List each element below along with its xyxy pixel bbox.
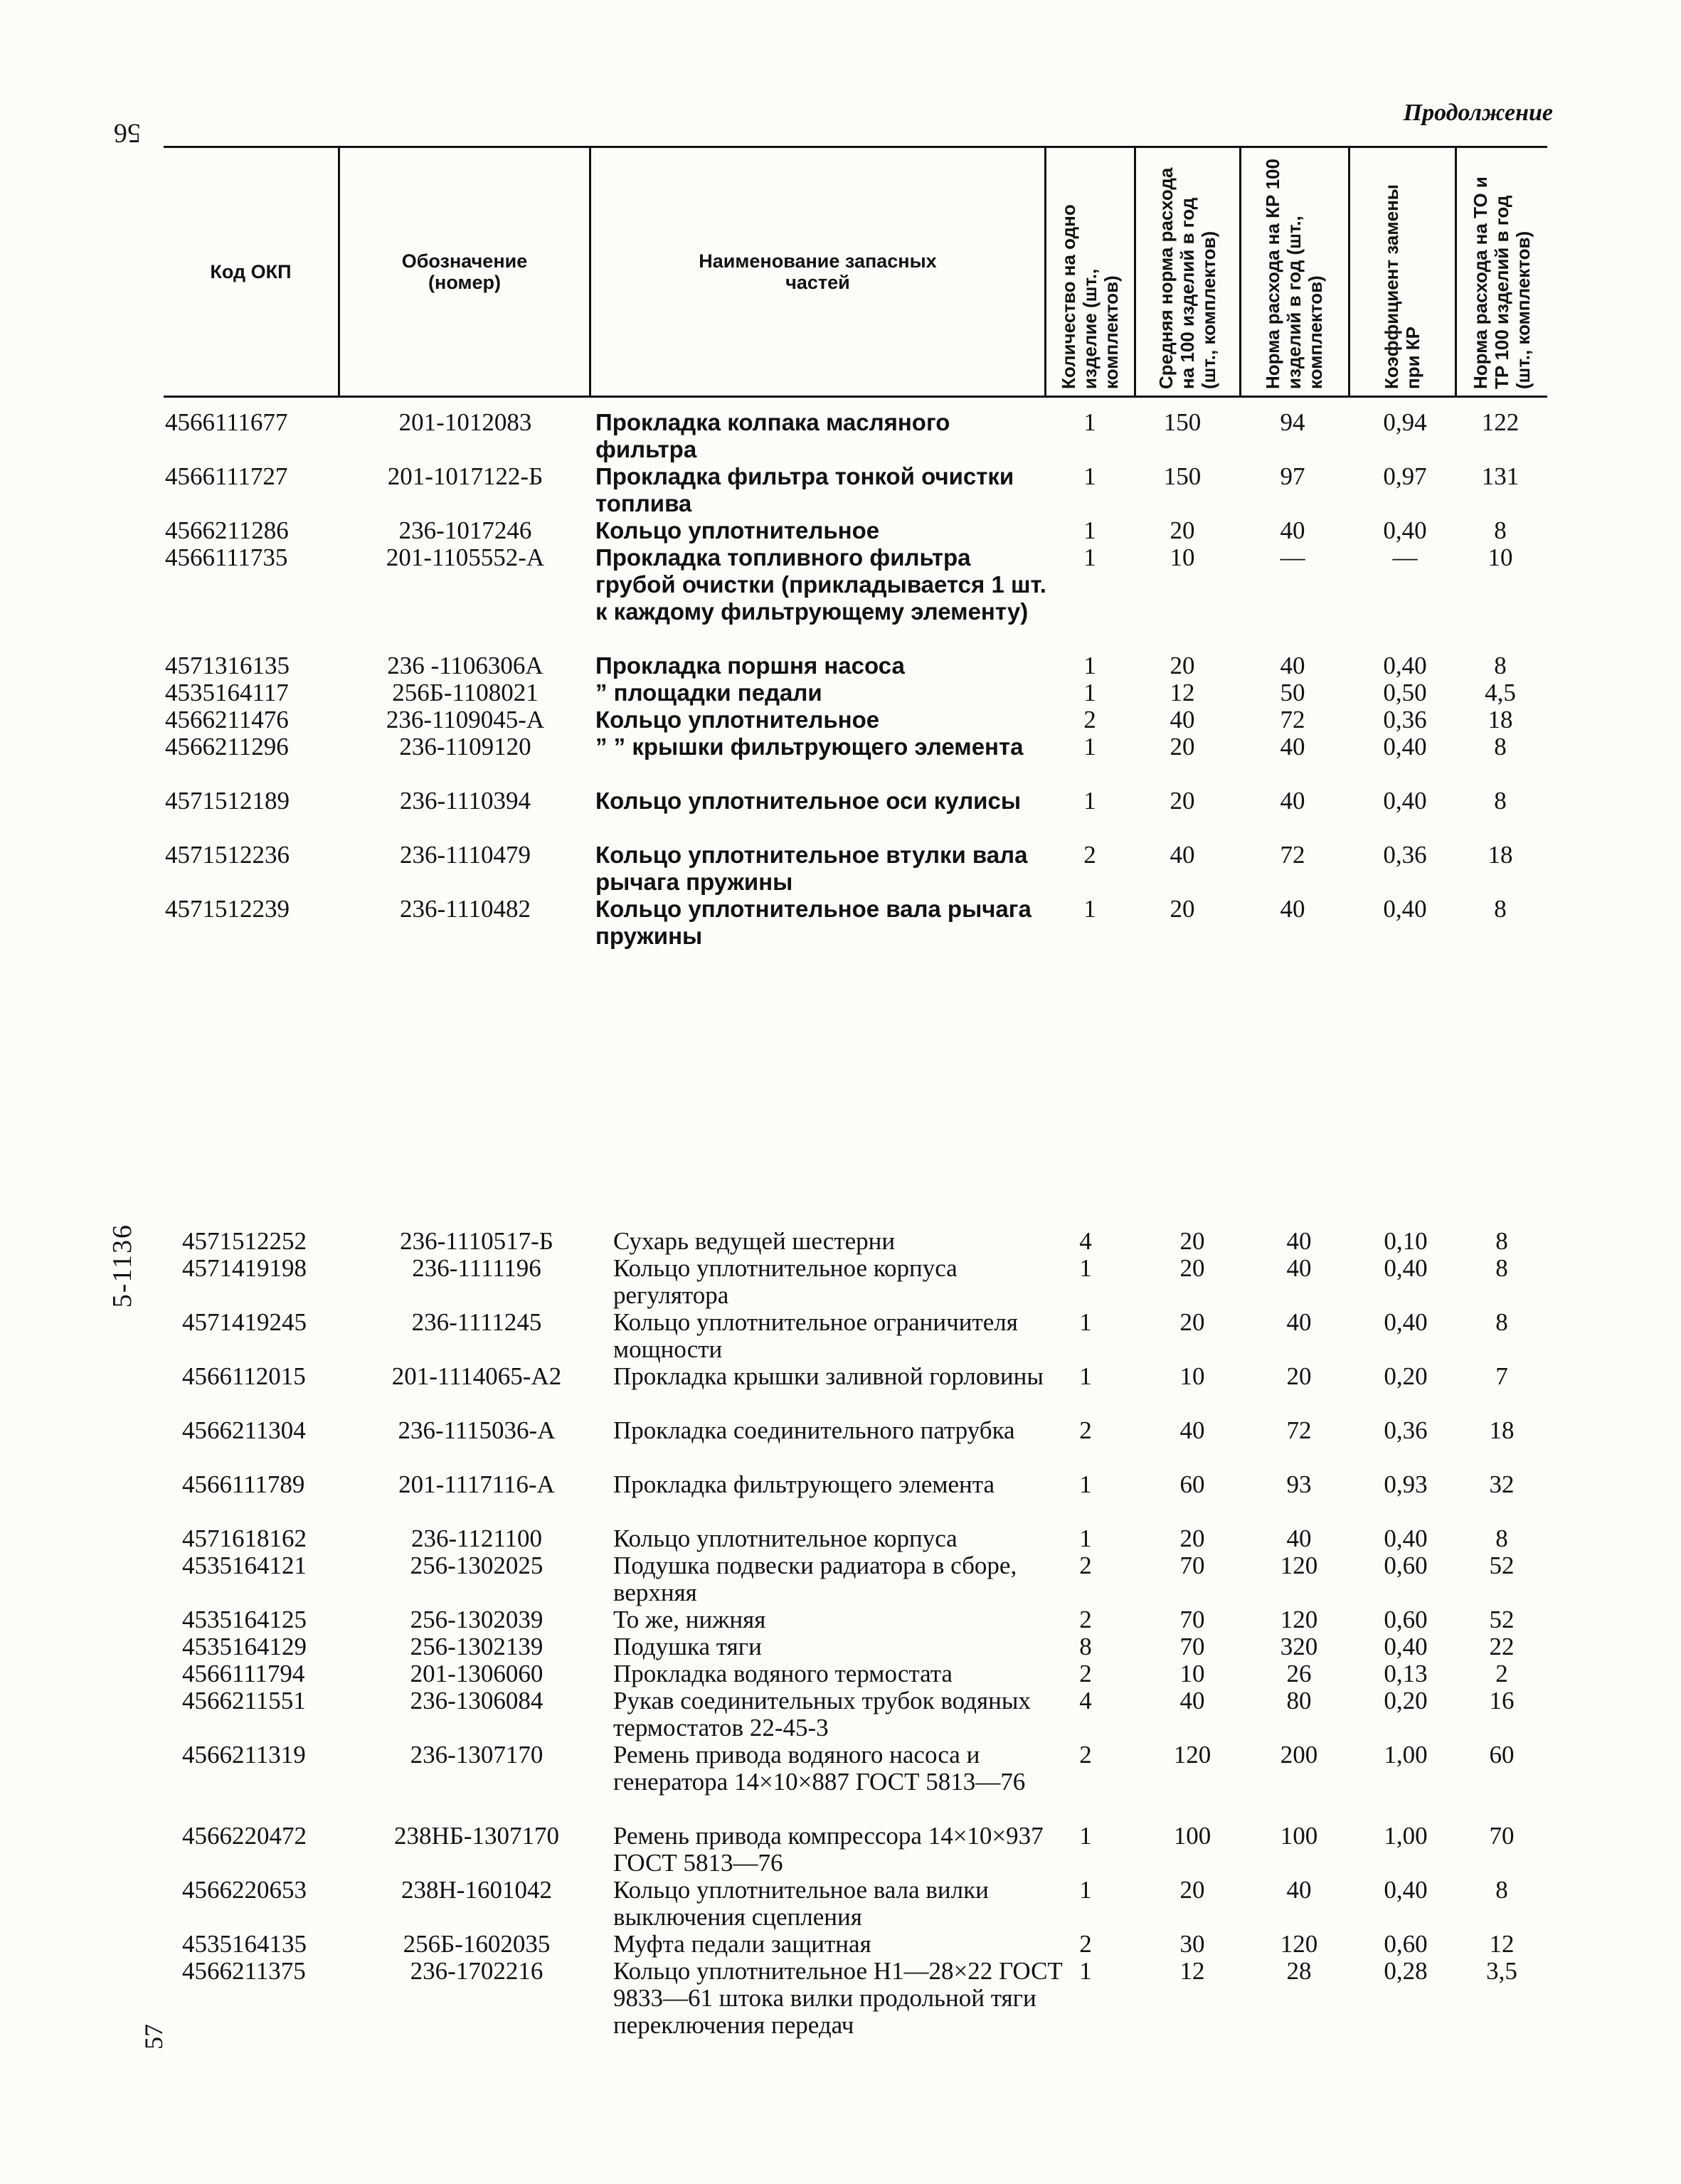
coefficient-cell: 0,13 — [1384, 1660, 1428, 1687]
kr-norm-cell: 100 — [1280, 1822, 1318, 1850]
code-cell: 4566220653 — [182, 1876, 307, 1904]
coefficient-cell: 0,36 — [1384, 1416, 1428, 1444]
code-cell: 4571618162 — [182, 1525, 307, 1552]
designation-cell: 236-1110482 — [399, 895, 531, 923]
name-cell: Прокладка крышки заливной горловины — [613, 1362, 1044, 1390]
coefficient-cell: 0,94 — [1383, 408, 1427, 436]
kr-norm-cell: 72 — [1280, 706, 1305, 733]
to-tr-norm-cell: 131 — [1481, 462, 1520, 490]
code-cell: 4571419245 — [182, 1308, 307, 1336]
avg-norm-cell: 10 — [1179, 1362, 1205, 1390]
to-tr-norm-cell: 18 — [1488, 841, 1513, 869]
name-cell: Прокладка соединительного патрубка — [613, 1416, 1015, 1444]
quantity-cell: 2 — [1079, 1660, 1092, 1687]
to-tr-norm-cell: 16 — [1489, 1687, 1515, 1714]
designation-cell: 256-1302039 — [410, 1606, 543, 1633]
to-tr-norm-cell: 18 — [1488, 706, 1513, 733]
avg-norm-cell: 20 — [1170, 516, 1195, 544]
coefficient-cell: 0,50 — [1383, 679, 1427, 706]
name-cell: Подушка тяги — [613, 1633, 762, 1660]
coefficient-cell: 0,20 — [1384, 1687, 1428, 1714]
name-cell: Кольцо уплотнительное втулки вала рычага пружины — [595, 842, 1028, 895]
name-cell: Кольцо уплотнительное корпуса регулятора — [613, 1254, 958, 1309]
kr-norm-cell: 40 — [1280, 895, 1305, 923]
avg-norm-cell: 12 — [1170, 679, 1195, 706]
kr-norm-cell: 50 — [1280, 679, 1305, 706]
code-cell: 4566111794 — [182, 1660, 305, 1687]
designation-cell: 236-1307170 — [410, 1741, 543, 1769]
coefficient-cell: 0,28 — [1384, 1957, 1428, 1985]
avg-norm-cell: 150 — [1163, 462, 1202, 490]
kr-norm-cell: 97 — [1280, 462, 1305, 490]
name-cell: Подушка подвески радиатора в сборе, верхняя — [613, 1552, 1017, 1606]
kr-norm-cell: 40 — [1280, 733, 1305, 760]
name-cell: Кольцо уплотнительное — [595, 706, 880, 733]
coefficient-cell: 0,40 — [1383, 652, 1427, 679]
avg-norm-cell: 40 — [1179, 1687, 1205, 1714]
quantity-cell: 1 — [1079, 1254, 1092, 1282]
name-cell: Прокладка фильтра тонкой очистки топлива — [595, 463, 1014, 516]
to-tr-norm-cell: 8 — [1495, 1876, 1508, 1904]
name-cell: Кольцо уплотнительное — [595, 517, 880, 544]
avg-norm-cell: 10 — [1179, 1660, 1205, 1687]
coefficient-cell: — — [1392, 544, 1418, 571]
to-tr-norm-cell: 8 — [1494, 895, 1507, 923]
quantity-cell: 2 — [1079, 1741, 1092, 1769]
kr-norm-cell: 72 — [1280, 841, 1305, 869]
coefficient-cell: 0,60 — [1384, 1606, 1428, 1633]
avg-norm-cell: 30 — [1179, 1930, 1205, 1958]
avg-norm-cell: 70 — [1179, 1606, 1205, 1633]
header-avg-norm-label: Средняя норма расхода на 100 изделий в год (шт., комплектов) — [1155, 167, 1219, 389]
name-cell: Прокладка поршня насоса — [595, 652, 905, 679]
kr-norm-cell: 200 — [1280, 1741, 1318, 1769]
name-cell: Ремень привода компрессора 14×10×937 ГОСТ 5813—76 — [613, 1822, 1044, 1877]
code-cell: 4566112015 — [182, 1362, 306, 1390]
quantity-cell: 1 — [1079, 1362, 1092, 1390]
designation-cell: 256-1302025 — [410, 1552, 543, 1579]
header-code-label: Код ОКП — [210, 260, 292, 282]
header-avg-norm — [1136, 148, 1241, 396]
continuation-label: Продолжение — [1403, 100, 1553, 126]
coefficient-cell: 0,36 — [1383, 841, 1427, 869]
quantity-cell: 2 — [1079, 1930, 1092, 1958]
code-cell: 4535164121 — [182, 1552, 307, 1579]
code-cell: 4535164125 — [182, 1606, 307, 1633]
header-to-tr-norm — [1457, 148, 1547, 396]
code-cell: 4571512236 — [165, 841, 290, 869]
header-name — [591, 148, 1046, 396]
kr-norm-cell: 94 — [1280, 408, 1305, 436]
coefficient-cell: 0,40 — [1383, 787, 1427, 815]
quantity-cell: 1 — [1083, 733, 1096, 760]
designation-cell: 236-1306084 — [410, 1687, 543, 1714]
to-tr-norm-cell: 3,5 — [1486, 1957, 1517, 1985]
coefficient-cell: 0,10 — [1384, 1227, 1428, 1255]
quantity-cell: 1 — [1079, 1525, 1092, 1552]
to-tr-norm-cell: 18 — [1489, 1416, 1515, 1444]
kr-norm-cell: 40 — [1286, 1254, 1312, 1282]
avg-norm-cell: 20 — [1179, 1227, 1205, 1255]
kr-norm-cell: 93 — [1286, 1470, 1312, 1498]
code-cell: 4566211319 — [182, 1741, 306, 1769]
code-cell: 4571512252 — [182, 1227, 307, 1255]
kr-norm-cell: 320 — [1280, 1633, 1318, 1660]
kr-norm-cell: 72 — [1286, 1416, 1312, 1444]
kr-norm-cell: 120 — [1280, 1606, 1318, 1633]
designation-cell: 236-1109045-А — [386, 706, 545, 733]
name-cell: Кольцо уплотнительное оси кулисы — [595, 788, 1021, 814]
quantity-cell: 1 — [1083, 895, 1096, 923]
coefficient-cell: 1,00 — [1384, 1741, 1428, 1769]
header-code — [164, 148, 340, 396]
page-number-left: 56 — [114, 118, 141, 148]
quantity-cell: 1 — [1083, 462, 1096, 490]
designation-cell: 201-1012083 — [398, 408, 532, 436]
kr-norm-cell: 40 — [1280, 787, 1305, 815]
avg-norm-cell: 120 — [1173, 1741, 1211, 1769]
coefficient-cell: 0,60 — [1384, 1930, 1428, 1958]
to-tr-norm-cell: 52 — [1489, 1552, 1515, 1579]
quantity-cell: 1 — [1083, 516, 1096, 544]
name-cell: Ремень привода водяного насоса и генератора 14×10×887 ГОСТ 5813—76 — [613, 1741, 1026, 1796]
avg-norm-cell: 150 — [1163, 408, 1202, 436]
kr-norm-cell: 28 — [1286, 1957, 1312, 1985]
coefficient-cell: 0,40 — [1384, 1308, 1428, 1336]
kr-norm-cell: 120 — [1280, 1930, 1318, 1958]
name-cell: ” площадки педали — [595, 679, 822, 706]
coefficient-cell: 0,40 — [1384, 1254, 1428, 1282]
coefficient-cell: 0,40 — [1383, 895, 1427, 923]
to-tr-norm-cell: 8 — [1495, 1227, 1508, 1255]
to-tr-norm-cell: 8 — [1494, 652, 1507, 679]
to-tr-norm-cell: 60 — [1489, 1741, 1515, 1769]
kr-norm-cell: 40 — [1280, 652, 1305, 679]
code-cell: 4566211304 — [182, 1416, 306, 1444]
coefficient-cell: 0,40 — [1383, 733, 1427, 760]
name-cell: Прокладка колпака масляного фильтра — [595, 409, 950, 462]
coefficient-cell: 0,93 — [1384, 1470, 1428, 1498]
code-cell: 4566111789 — [182, 1470, 305, 1498]
avg-norm-cell: 20 — [1179, 1254, 1205, 1282]
to-tr-norm-cell: 7 — [1495, 1362, 1508, 1390]
quantity-cell: 1 — [1079, 1308, 1092, 1336]
quantity-cell: 1 — [1083, 544, 1096, 571]
designation-cell: 236-1111245 — [411, 1308, 542, 1336]
name-cell: Рукав соединительных трубок водяных термостатов 22-45-3 — [613, 1687, 1031, 1742]
code-cell: 4566211476 — [165, 706, 289, 733]
designation-cell: 201-1105552-А — [386, 544, 545, 571]
avg-norm-cell: 20 — [1179, 1308, 1205, 1336]
designation-cell: 236-1121100 — [410, 1525, 543, 1552]
code-cell: 4571512239 — [165, 895, 290, 923]
designation-cell: 256Б-1602035 — [403, 1930, 551, 1958]
code-cell: 4571512189 — [165, 787, 290, 815]
name-cell: Муфта педали защитная — [613, 1930, 871, 1958]
designation-cell: 236-1109120 — [399, 733, 531, 760]
to-tr-norm-cell: 32 — [1489, 1470, 1515, 1498]
code-cell: 4566111677 — [165, 408, 288, 436]
to-tr-norm-cell: 22 — [1489, 1633, 1515, 1660]
quantity-cell: 2 — [1079, 1552, 1092, 1579]
kr-norm-cell: 80 — [1286, 1687, 1312, 1714]
designation-cell: 201-1306060 — [410, 1660, 543, 1687]
header-kr-norm — [1241, 148, 1350, 396]
name-cell: Сухарь ведущей шестерни — [613, 1227, 896, 1255]
avg-norm-cell: 20 — [1170, 652, 1195, 679]
quantity-cell: 4 — [1079, 1687, 1092, 1714]
to-tr-norm-cell: 8 — [1495, 1308, 1508, 1336]
to-tr-norm-cell: 8 — [1495, 1254, 1508, 1282]
kr-norm-cell: — — [1280, 544, 1305, 571]
code-cell: 4535164135 — [182, 1930, 307, 1958]
kr-norm-cell: 40 — [1286, 1227, 1312, 1255]
to-tr-norm-cell: 8 — [1494, 516, 1507, 544]
coefficient-cell: 0,36 — [1383, 706, 1427, 733]
kr-norm-cell: 40 — [1286, 1525, 1312, 1552]
kr-norm-cell: 40 — [1286, 1876, 1312, 1904]
designation-cell: 201-1017122-Б — [387, 462, 543, 490]
to-tr-norm-cell: 122 — [1481, 408, 1520, 436]
designation-cell: 236-1110394 — [399, 787, 531, 815]
name-cell: Кольцо уплотнительное корпуса — [613, 1525, 958, 1552]
designation-cell: 236-1110517-Б — [400, 1227, 553, 1255]
designation-cell: 201-1117116-А — [398, 1470, 555, 1498]
kr-norm-cell: 120 — [1280, 1552, 1318, 1579]
avg-norm-cell: 20 — [1179, 1525, 1205, 1552]
quantity-cell: 1 — [1083, 787, 1096, 815]
header-name-label: Наименование запасных частей — [699, 250, 937, 293]
quantity-cell: 2 — [1083, 841, 1096, 869]
header-to-tr-norm-label: Норма расхода на ТО и ТР 100 изделий в год (шт., комплектов) — [1469, 176, 1534, 389]
header-coefficient-label: Коэффициент замены при КР — [1380, 184, 1423, 389]
designation-cell: 236-1115036-А — [398, 1416, 556, 1444]
kr-norm-cell: 20 — [1286, 1362, 1312, 1390]
avg-norm-cell: 70 — [1179, 1552, 1205, 1579]
designation-cell: 256-1302139 — [410, 1633, 543, 1660]
designation-cell: 236-1110479 — [399, 841, 531, 869]
quantity-cell: 1 — [1079, 1822, 1092, 1850]
name-cell: Кольцо уплотнительное ограничителя мощности — [613, 1308, 1018, 1363]
code-cell: 4535164117 — [165, 679, 289, 706]
page-number-right: 57 — [139, 2024, 168, 2050]
coefficient-cell: 0,40 — [1384, 1525, 1428, 1552]
coefficient-cell: 1,00 — [1384, 1822, 1428, 1850]
coefficient-cell: 0,20 — [1384, 1362, 1428, 1390]
header-quantity — [1046, 148, 1136, 396]
coefficient-cell: 0,40 — [1383, 516, 1427, 544]
name-cell: Кольцо уплотнительное Н1—28×22 ГОСТ 9833—61 штока вилки продольной тяги переключения передач — [613, 1957, 1063, 2039]
designation-cell: 236-1111196 — [412, 1254, 541, 1282]
kr-norm-cell: 40 — [1286, 1308, 1312, 1336]
avg-norm-cell: 70 — [1179, 1633, 1205, 1660]
avg-norm-cell: 10 — [1170, 544, 1195, 571]
avg-norm-cell: 12 — [1179, 1957, 1205, 1985]
name-cell: Кольцо уплотнительное вала рычага пружины — [595, 896, 1032, 949]
avg-norm-cell: 20 — [1170, 733, 1195, 760]
quantity-cell: 1 — [1079, 1957, 1092, 1985]
code-cell: 4571316135 — [165, 652, 290, 679]
to-tr-norm-cell: 8 — [1494, 733, 1507, 760]
name-cell: Прокладка фильтрующего элемента — [613, 1470, 995, 1498]
quantity-cell: 1 — [1083, 652, 1096, 679]
header-quantity-label: Количество на одно изделие (шт., комплектов) — [1057, 204, 1122, 389]
quantity-cell: 1 — [1079, 1876, 1092, 1904]
to-tr-norm-cell: 70 — [1489, 1822, 1515, 1850]
avg-norm-cell: 20 — [1170, 895, 1195, 923]
to-tr-norm-cell: 4,5 — [1485, 679, 1516, 706]
kr-norm-cell: 40 — [1280, 516, 1305, 544]
code-cell: 4566111735 — [165, 544, 288, 571]
avg-norm-cell: 40 — [1179, 1416, 1205, 1444]
to-tr-norm-cell: 2 — [1495, 1660, 1508, 1687]
kr-norm-cell: 26 — [1286, 1660, 1312, 1687]
header-designation-label: Обозначение (номер) — [401, 250, 528, 293]
quantity-cell: 2 — [1079, 1416, 1092, 1444]
avg-norm-cell: 20 — [1179, 1876, 1205, 1904]
designation-cell: 238НБ-1307170 — [393, 1822, 560, 1850]
code-cell: 4535164129 — [182, 1633, 307, 1660]
designation-cell: 256Б-1108021 — [392, 679, 539, 706]
avg-norm-cell: 40 — [1170, 706, 1195, 733]
to-tr-norm-cell: 10 — [1488, 544, 1513, 571]
avg-norm-cell: 100 — [1173, 1822, 1211, 1850]
to-tr-norm-cell: 8 — [1495, 1525, 1508, 1552]
coefficient-cell: 0,97 — [1383, 462, 1427, 490]
code-cell: 4571419198 — [182, 1254, 307, 1282]
table-header — [164, 146, 1547, 398]
code-cell: 4566211296 — [165, 733, 289, 760]
code-cell: 4566220472 — [182, 1822, 307, 1850]
designation-cell: 201-1114065-А2 — [391, 1362, 562, 1390]
quantity-cell: 4 — [1079, 1227, 1092, 1255]
quantity-cell: 2 — [1079, 1606, 1092, 1633]
name-cell: Прокладка топливного фильтра грубой очистки (прикладывается 1 шт. к каждому фильтрующему элементу) — [595, 544, 1046, 625]
designation-cell: 236 -1106306А — [387, 652, 543, 679]
designation-cell: 238Н-1601042 — [401, 1876, 552, 1904]
to-tr-norm-cell: 52 — [1489, 1606, 1515, 1633]
name-cell: ” ” крышки фильтрующего элемента — [595, 733, 1024, 760]
quantity-cell: 1 — [1083, 679, 1096, 706]
coefficient-cell: 0,60 — [1384, 1552, 1428, 1579]
name-cell: Прокладка водяного термостата — [613, 1660, 953, 1687]
to-tr-norm-cell: 8 — [1494, 787, 1507, 815]
code-cell: 4566211286 — [165, 516, 289, 544]
quantity-cell: 2 — [1083, 706, 1096, 733]
avg-norm-cell: 60 — [1179, 1470, 1205, 1498]
header-coefficient — [1350, 148, 1457, 396]
quantity-cell: 1 — [1079, 1470, 1092, 1498]
avg-norm-cell: 40 — [1170, 841, 1195, 869]
name-cell: То же, нижняя — [613, 1606, 766, 1633]
printer-signature: 5-1136 — [107, 1224, 137, 1308]
coefficient-cell: 0,40 — [1384, 1633, 1428, 1660]
coefficient-cell: 0,40 — [1384, 1876, 1428, 1904]
code-cell: 4566211551 — [182, 1687, 306, 1714]
designation-cell: 236-1702216 — [410, 1957, 543, 1985]
code-cell: 4566111727 — [165, 462, 288, 490]
to-tr-norm-cell: 12 — [1489, 1930, 1515, 1958]
header-designation — [340, 148, 591, 396]
name-cell: Кольцо уплотнительное вала вилки выключения сцепления — [613, 1876, 989, 1931]
avg-norm-cell: 20 — [1170, 787, 1195, 815]
header-kr-norm-label: Норма расхода на КР 100 изделий в год (шт., комплектов) — [1262, 159, 1326, 389]
quantity-cell: 1 — [1083, 408, 1096, 436]
designation-cell: 236-1017246 — [398, 516, 532, 544]
code-cell: 4566211375 — [182, 1957, 306, 1985]
quantity-cell: 8 — [1079, 1633, 1092, 1660]
